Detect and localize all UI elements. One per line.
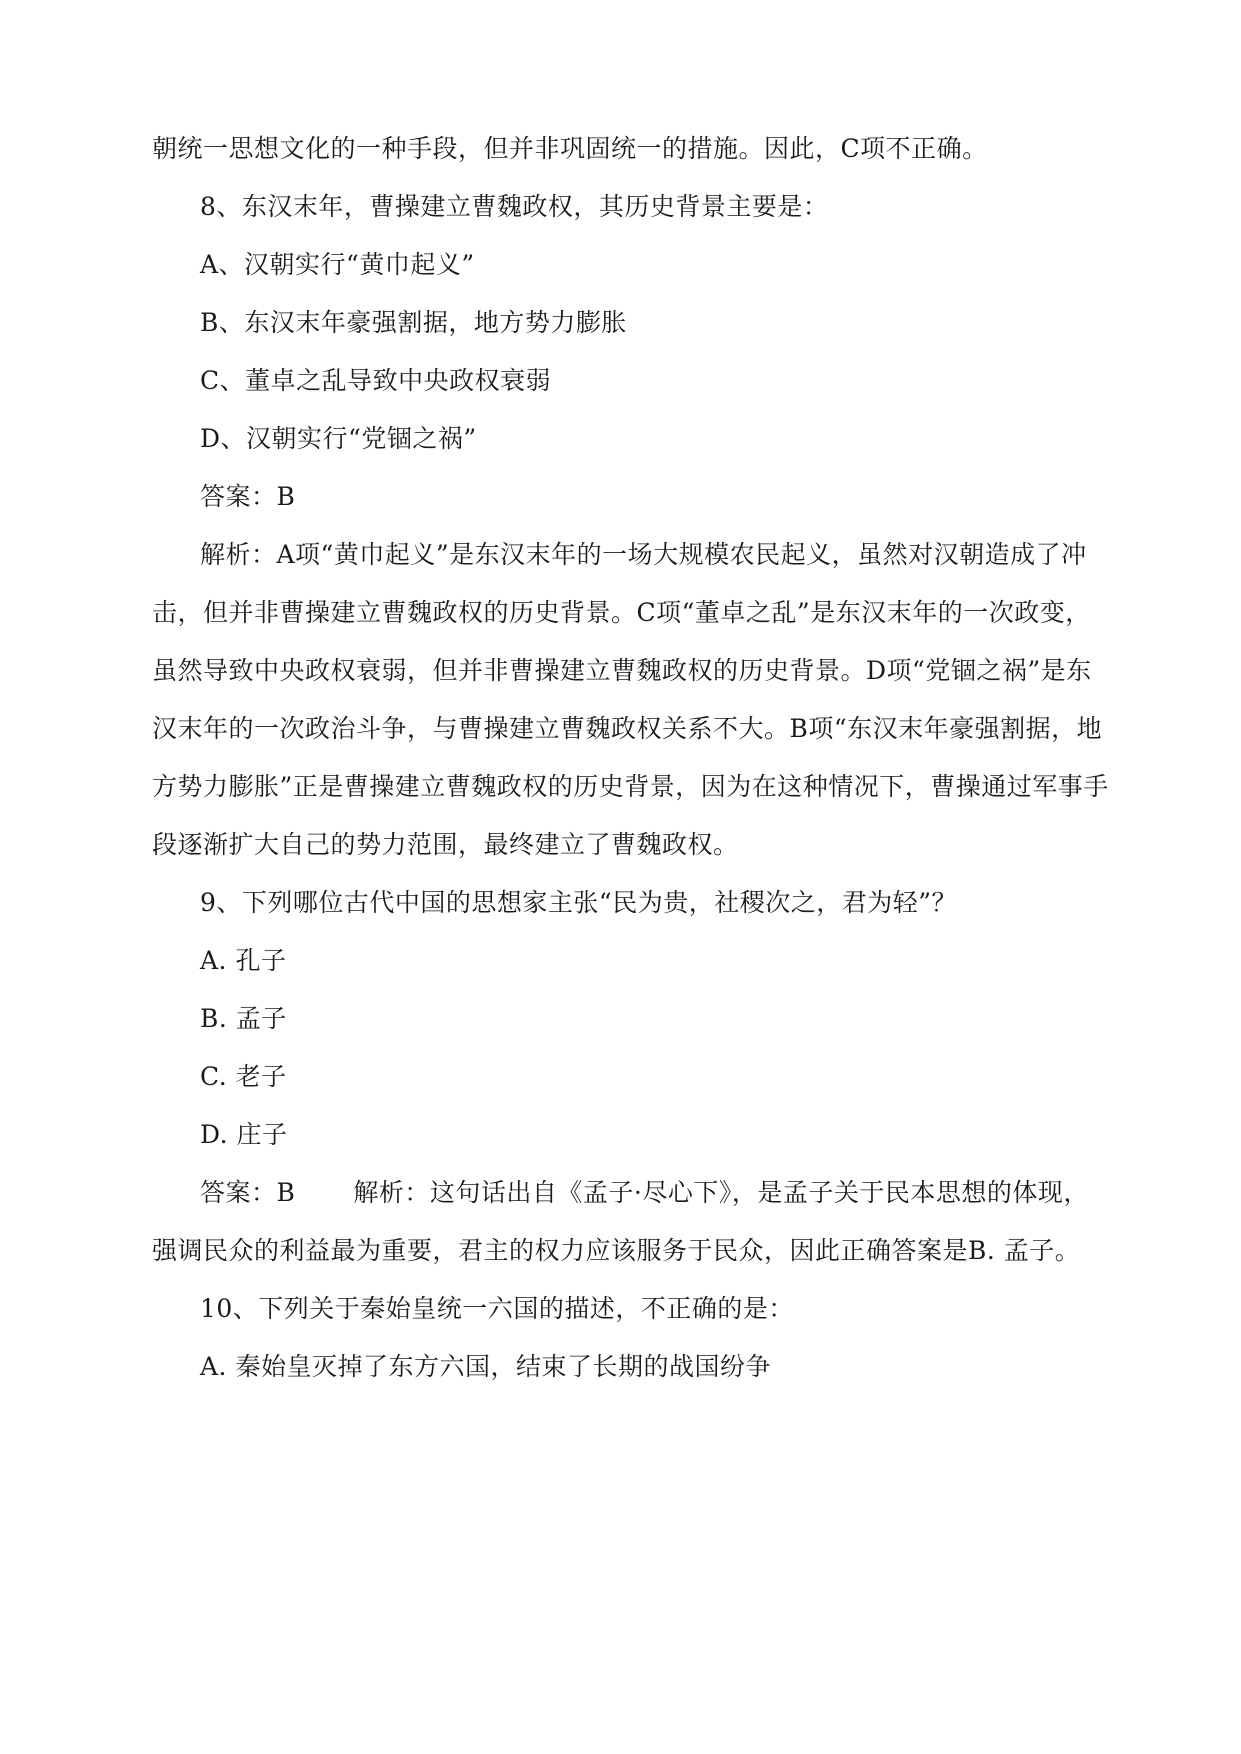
question-10: 10、下列关于秦始皇统一六国的描述，不正确的是： xyxy=(200,1294,794,1323)
option-a: A. 秦始皇灭掉了东方六国，结束了长期的战国纷争 xyxy=(200,1352,771,1381)
explanation-line: 汉末年的一次政治斗争，与曹操建立曹魏政权关系不大。B项“东汉末年豪强割据，地 xyxy=(152,714,1103,743)
answer-explanation-row xyxy=(200,1176,1089,1210)
option-d: D. 庄子 xyxy=(200,1120,288,1149)
option-b: B. 孟子 xyxy=(200,1004,287,1033)
explanation-line: 解析：A项“黄巾起义”是东汉末年的一场大规模农民起义，虽然对汉朝造成了冲 xyxy=(200,540,1087,569)
question-8: 8、东汉末年，曹操建立曹魏政权，其历史背景主要是： xyxy=(200,192,829,221)
explanation-line: 方势力膨胀”正是曹操建立曹魏政权的历史背景，因为在这种情况下，曹操通过军事手 xyxy=(152,772,1109,801)
text-line: 朝统一思想文化的一种手段，但并非巩固统一的措施。因此，C项不正确。 xyxy=(152,134,988,163)
question-9: 9、下列哪位古代中国的思想家主张“民为贵，社稷次之，君为轻”？ xyxy=(200,888,957,917)
explanation-line: 强调民众的利益最为重要，君主的权力应该服务于民众，因此正确答案是B. 孟子。 xyxy=(152,1236,1081,1265)
option-a: A、汉朝实行“黄巾起义” xyxy=(200,250,475,279)
option-b: B、东汉末年豪强割据，地方势力膨胀 xyxy=(200,308,627,337)
explanation-line: 虽然导致中央政权衰弱，但并非曹操建立曹魏政权的历史背景。D项“党锢之祸”是东 xyxy=(152,656,1092,685)
explanation-line: 段逐渐扩大自己的势力范围，最终建立了曹魏政权。 xyxy=(152,830,739,859)
option-c: C、董卓之乱导致中央政权衰弱 xyxy=(200,366,552,395)
explanation-line: 解析：这句话出自《孟子·尽心下》，是孟子关于民本思想的体现， xyxy=(353,1178,1089,1207)
answer-label: 答案：B xyxy=(200,482,296,511)
option-d: D、汉朝实行“党锢之祸” xyxy=(200,424,477,453)
spacer xyxy=(295,1176,353,1210)
answer-label: 答案：B xyxy=(200,1178,296,1207)
explanation-line: 击，但并非曹操建立曹魏政权的历史背景。C项“董卓之乱”是东汉末年的一次政变， xyxy=(152,598,1091,627)
option-a: A. 孔子 xyxy=(200,946,287,975)
option-c: C. 老子 xyxy=(200,1062,287,1091)
